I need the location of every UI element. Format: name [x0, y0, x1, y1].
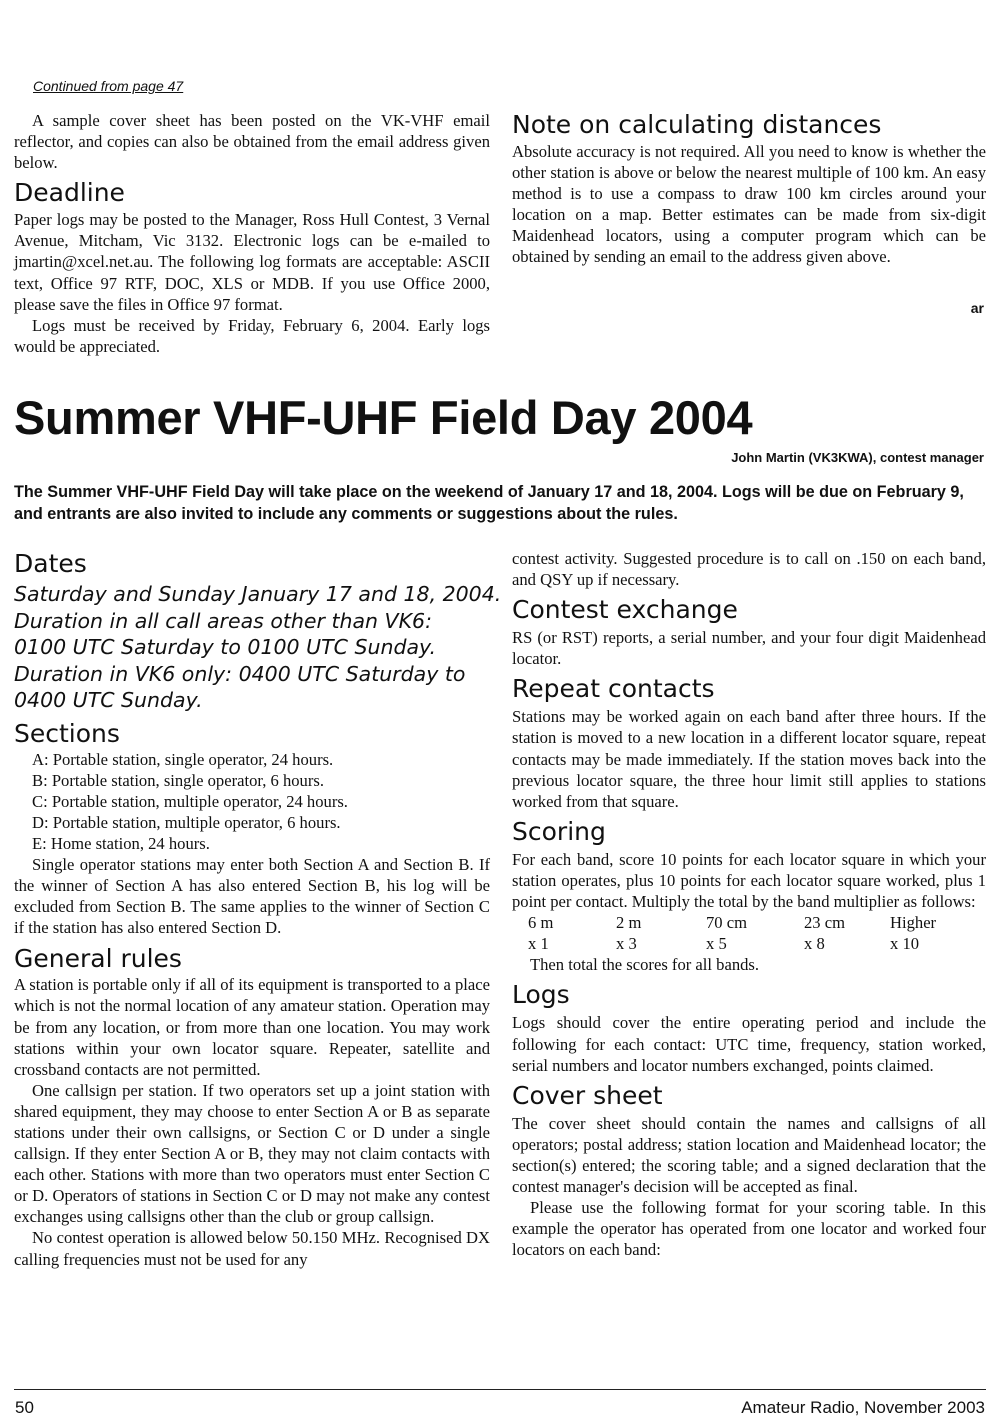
logs-heading: Logs [512, 980, 570, 1010]
article-title: Summer VHF-UHF Field Day 2004 [14, 391, 753, 444]
contest-exchange-heading: Contest exchange [512, 595, 738, 625]
repeat-contacts-paragraph: Stations may be worked again on each band after three hours. If the station is moved to a new location in a different locator square, repeat contacts may be made immediately. If the station moves back into the previous locator square, the three hour limit still applies to stations worked from that square. [512, 707, 986, 811]
cover-sheet-paragraph: The cover sheet should contain the names and callsigns of all operators; postal address; station location and Maidenhead locator; the section(s) entered; the scoring table; and a signed declaration that the contest manager's decision will be accepted as final. [512, 1113, 986, 1196]
article-byline: John Martin (VK3KWA), contest manager [731, 450, 984, 465]
band-multiplier: x 10 [890, 934, 920, 954]
page-number: 50 [15, 1398, 34, 1417]
sections-heading: Sections [14, 718, 120, 748]
band-multiplier: x 5 [706, 934, 727, 954]
general-rules-paragraph: A station is portable only if all of its equipment is transported to a place which is not the normal location of any amateur station. Operation may be from any location, or from more than one location. You may work stations within your own locator square. Repeater, satellite and crossband contacts are not permitted. [14, 975, 490, 1079]
band-label: 6 m [528, 913, 554, 933]
sections-paragraph: Single operator stations may enter both Section A and Section B. If the winner of Section A has also entered Section B, his log will be excluded from Section B. The same applies to the winner of Section C if the station has also entered Section D. [14, 854, 490, 938]
section-item: B: Portable station, single operator, 6 hours. [32, 770, 324, 790]
section-item: D: Portable station, multiple operator, 6 hours. [32, 812, 341, 832]
logs-due-paragraph: Logs must be received by Friday, February 6, 2004. Early logs would be appreciated. [14, 315, 490, 356]
band-multiplier-table [512, 912, 986, 954]
band-multiplier: x 8 [804, 934, 825, 954]
sections-list [14, 749, 490, 854]
section-item: C: Portable station, multiple operator, 24 hours. [32, 791, 348, 811]
repeat-contacts-heading: Repeat contacts [512, 674, 715, 704]
article-intro: The Summer VHF-UHF Field Day will take place on the weekend of January 17 and 18, 2004. Logs will be due on February 9, and entrants are also invited to include any comments or suggestions about the rules. [14, 483, 964, 523]
publication-name: Amateur Radio, November 2003 [741, 1398, 985, 1417]
scoring-paragraph: For each band, score 10 points for each locator square in which your station operates, plus 10 points for each locator square worked, plus 1 point per contact. Multiply the total by the band multiplier as follows: [512, 849, 986, 912]
footer-rule [14, 1389, 986, 1390]
dates-line: Duration in VK6 only: 0400 UTC Saturday to [14, 661, 466, 686]
band-multiplier: x 1 [528, 934, 549, 954]
scoring-heading: Scoring [512, 816, 606, 846]
general-rules-heading: General rules [14, 944, 182, 974]
distances-paragraph: Absolute accuracy is not required. All you need to know is whether the other station is above or below the nearest multiple of 100 km. An easy method is to use a compass to draw 100 km circles around your location on a map. Better estimates can be made from six-digit Maidenhead locators, using a computer program which can be obtained by sending an email to the address given above. [512, 142, 986, 267]
scoring-total-line: Then total the scores for all bands. [530, 955, 760, 975]
logs-paragraph: Logs should cover the entire operating period and include the following for each contact: UTC time, frequency, station worked, serial numbers and locator numbers exchanged, points claimed. [512, 1013, 986, 1075]
dates-line: Saturday and Sunday January 17 and 18, 2004. [14, 582, 502, 606]
section-item: A: Portable station, single operator, 24 hours. [32, 749, 334, 769]
contest-activity-paragraph: contest activity. Suggested procedure is to call on .150 on each band, and QSY up if necessary. [512, 549, 986, 590]
contest-exchange-paragraph: RS (or RST) reports, a serial number, and your four digit Maidenhead locator. [512, 628, 986, 669]
band-label: Higher [890, 913, 937, 933]
deadline-heading: Deadline [14, 178, 125, 208]
cover-sheet-paragraph: A sample cover sheet has been posted on the VK-VHF email reflector, and copies can also be obtained from the email address given below. [14, 111, 490, 173]
band-label: 23 cm [804, 913, 846, 933]
frequency-paragraph: No contest operation is allowed below 50.150 MHz. Recognised DX calling frequencies must not be used for any [14, 1228, 490, 1269]
cover-sheet-heading: Cover sheet [512, 1080, 663, 1110]
distances-heading: Note on calculating distances [512, 110, 882, 139]
band-label: 2 m [616, 913, 642, 933]
top-left-column [14, 110, 490, 357]
band-multiplier: x 3 [616, 934, 637, 954]
dates-line: Duration in all call areas other than VK6: [14, 608, 432, 633]
deadline-paragraph: Paper logs may be posted to the Manager, Ross Hull Contest, 3 Vernal Avenue, Mitcham, Vic 3132. Electronic logs can be e-mailed to jmartin@xcel.net.au. The following log formats are acceptable: ASCII text, Office 97 RTF, DOC, XLS or MDB. If you use Office 2000, please save the files in Office 97 format. [14, 210, 490, 314]
callsign-paragraph: One callsign per station. If two operators set up a joint station with shared equipment, they may choose to enter Section A or B as separate stations under their own callsigns, or Section C or D under a single callsign. If they enter Section A or B, they may not claim contacts with each other. Stations with more than two operators must enter Section C or D. Operators of stations in Section C or D may not make any contest exchanges using callsigns other than the club or group callsign. [14, 1080, 490, 1227]
main-right-column [512, 548, 986, 1260]
top-right-column [512, 110, 986, 268]
dates-line: 0400 UTC Sunday. [14, 688, 203, 712]
main-left-column [14, 548, 502, 1270]
section-item: E: Home station, 24 hours. [32, 833, 210, 853]
article-end-mark: ar [970, 300, 984, 316]
dates-block [14, 581, 502, 714]
band-label: 70 cm [706, 913, 748, 933]
scoring-table-format-paragraph: Please use the following format for your scoring table. In this example the operator has operated from one locator and worked four locators on each band: [512, 1198, 986, 1260]
continued-note: Continued from page 47 [33, 78, 184, 94]
dates-heading: Dates [14, 549, 87, 578]
dates-line: 0100 UTC Saturday to 0100 UTC Sunday. [14, 635, 437, 659]
